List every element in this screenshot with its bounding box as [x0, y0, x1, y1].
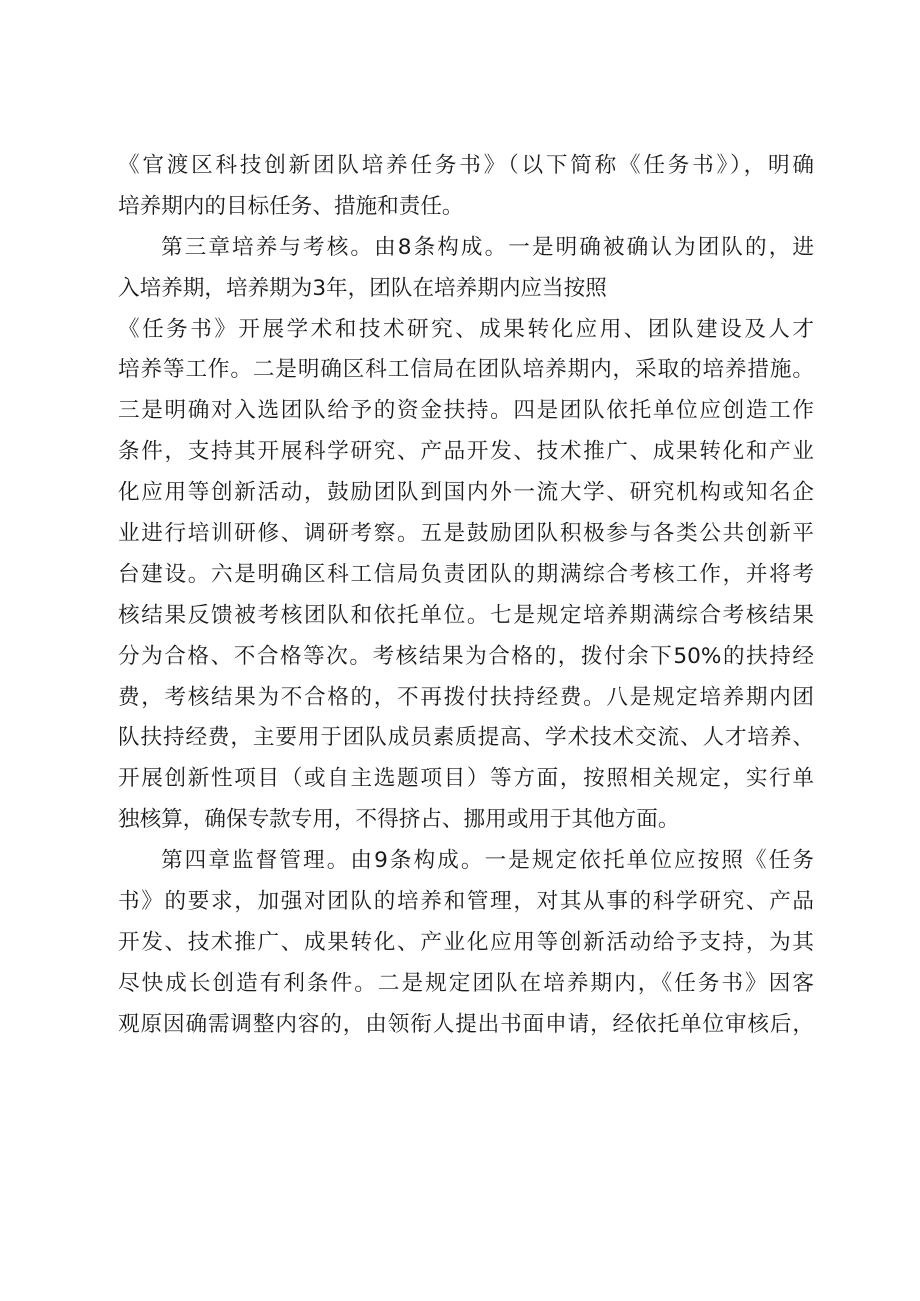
text-line: 尽快成长创造有利条件。二是规定团队在培养期内，《任务书》因客 — [118, 970, 814, 996]
text-line: 培养期内的目标任务、措施和责任。 — [118, 193, 464, 219]
text-line: 分为合格、不合格等次。考核结果为合格的，拨付余下50%的扶持经 — [118, 643, 814, 669]
text-line: 书》的要求，加强对团队的培养和管理，对其从事的科学研究、产品 — [118, 889, 814, 915]
text-line: 培养等工作。二是明确区科工信局在团队培养期内，采取的培养措施。 — [118, 357, 814, 383]
text-line: 入培养期，培养期为3年，团队在培养期内应当按照 — [118, 275, 607, 301]
text-line: 三是明确对入选团队给予的资金扶持。四是团队依托单位应创造工作 — [118, 398, 814, 424]
text-line: 核结果反馈被考核团队和依托单位。七是规定培养期满综合考核结果 — [118, 602, 814, 628]
text-line: 《官渡区科技创新团队培养任务书》（以下简称《任务书》），明确 — [118, 153, 814, 178]
text-line: 化应用等创新活动，鼓励团队到国内外一流大学、研究机构或知名企 — [118, 480, 814, 506]
text-line: 费，考核结果为不合格的，不再拨付扶持经费。八是规定培养期内团 — [118, 684, 814, 710]
text-line: 业进行培训研修、调研考察。五是鼓励团队积极参与各类公共创新平 — [118, 521, 814, 547]
document-body — [118, 146, 814, 1046]
text-line: 队扶持经费，主要用于团队成员素质提高、学术技术交流、人才培养、 — [118, 725, 814, 751]
text-line: 条件，支持其开展科学研究、产品开发、技术推广、成果转化和产业 — [118, 439, 814, 465]
text-line: 观原因确需调整内容的，由领衔人提出书面申请，经依托单位审核后， — [118, 1011, 814, 1037]
text-line: 台建设。六是明确区科工信局负责团队的期满综合考核工作，并将考 — [118, 561, 814, 587]
text-line: 开发、技术推广、成果转化、产业化应用等创新活动给予支持，为其 — [118, 929, 814, 955]
text-line: 第四章监督管理。由9条构成。一是规定依托单位应按照《任务 — [161, 848, 814, 874]
text-line: 开展创新性项目（或自主选题项目）等方面，按照相关规定，实行单 — [118, 766, 814, 792]
text-line: 《任务书》开展学术和技术研究、成果转化应用、团队建设及人才 — [118, 316, 814, 342]
text-line: 独核算，确保专款专用，不得挤占、挪用或用于其他方面。 — [118, 807, 680, 833]
text-line: 第三章培养与考核。由8条构成。一是明确被确认为团队的，进 — [161, 234, 814, 260]
